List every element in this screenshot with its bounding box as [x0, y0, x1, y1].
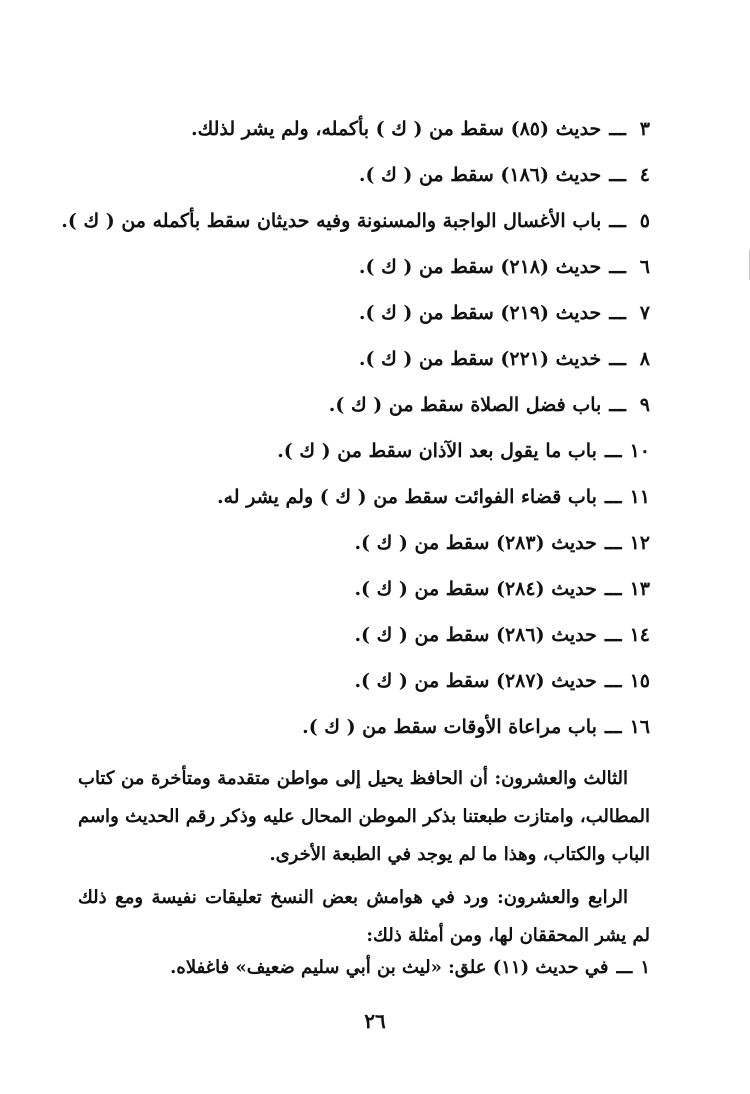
item-text: باب ما يقول بعد الآذان سقط من ( ك ).: [277, 440, 597, 462]
item-dash: ـــ: [609, 256, 626, 278]
paragraph-body: أن الحافظ يحيل إلى مواطن متقدمة ومتأخرة من كتاب المطالب، وامتازت طبعتنا بذكر الموطن المحال عليه وذكر رقم الحديث واسم الباب والكتاب، وهذا ما لم يوجد في الطبعة الأخرى.: [78, 768, 650, 865]
item-number: ١٤: [629, 624, 650, 646]
item-dash: ـــ: [616, 957, 633, 978]
item-text: حديث (٢٨٤) سقط من ( ك ).: [354, 578, 597, 600]
item-text: في حديث (١١) علق: «ليث بن أبي سليم ضعيف» فاغفلاه.: [170, 957, 609, 978]
item-number: ٩: [639, 394, 650, 416]
item-number: ١٠: [629, 440, 650, 462]
item-number: ٤: [639, 164, 650, 186]
item-number: ١: [640, 957, 650, 978]
item-text: حديث (٨٥) سقط من ( ك ) بأكمله، ولم يشر لذلك.: [190, 118, 602, 140]
item-text: حديث (٢٨٦) سقط من ( ك ).: [354, 624, 597, 646]
item-dash: ـــ: [609, 348, 626, 370]
paragraph-body: ورد في هوامش بعض النسخ تعليقات نفيسة ومع ذلك لم يشر المحققان لها، ومن أمثلة ذلك:: [78, 887, 650, 946]
item-dash: ـــ: [604, 670, 622, 692]
list-item: [90, 152, 650, 198]
list-item: [90, 382, 650, 428]
item-dash: ـــ: [604, 486, 622, 508]
example-item: [90, 948, 650, 988]
list-item: [90, 106, 650, 152]
item-number: ١٣: [629, 578, 650, 600]
item-dash: ـــ: [609, 210, 626, 232]
item-text: باب مراعاة الأوقات سقط من ( ك ).: [302, 716, 597, 738]
item-dash: ـــ: [604, 532, 622, 554]
item-dash: ـــ: [609, 394, 626, 416]
item-dash: ـــ: [604, 578, 622, 600]
list-item: [90, 336, 650, 382]
item-text: باب الأغسال الواجبة والمسنونة وفيه حديثان سقط بأكمله من ( ك ).: [61, 210, 602, 232]
list-item: [90, 520, 650, 566]
item-text: حديث (٢١٩) سقط من ( ك ).: [358, 302, 602, 324]
item-number: ١١: [629, 486, 650, 508]
list-item: [90, 658, 650, 704]
paragraph-heading: الرابع والعشرون:: [497, 887, 628, 908]
item-dash: ـــ: [604, 440, 622, 462]
item-text: باب فضل الصلاة سقط من ( ك ).: [328, 394, 602, 416]
page-number: ٢٦: [364, 1009, 386, 1033]
omissions-list: [61, 106, 650, 750]
item-dash: ـــ: [609, 302, 626, 324]
list-item: [90, 474, 650, 520]
list-item: [90, 244, 650, 290]
item-number: ١٦: [629, 716, 650, 738]
item-dash: ـــ: [609, 164, 626, 186]
list-item: [90, 612, 650, 658]
item-dash: ـــ: [604, 624, 622, 646]
item-number: ٦: [639, 256, 650, 278]
item-number: ٧: [639, 302, 650, 324]
list-item: [90, 428, 650, 474]
list-item: [90, 290, 650, 336]
item-number: ١٥: [629, 670, 650, 692]
item-text: حديث (١٨٦) سقط من ( ك ).: [358, 164, 602, 186]
item-dash: ـــ: [609, 118, 626, 140]
paragraph-twenty-fourth: [78, 879, 650, 955]
list-item: [61, 198, 650, 244]
item-number: ٥: [639, 210, 650, 232]
paragraph-heading: الثالث والعشرون:: [494, 768, 628, 789]
list-item: [90, 566, 650, 612]
item-number: ٣: [639, 118, 650, 140]
paragraph-twenty-third: [78, 760, 650, 874]
item-text: خديث (٢٢١) سقط من ( ك ).: [358, 348, 602, 370]
item-number: ٨: [639, 348, 650, 370]
item-dash: ـــ: [604, 716, 622, 738]
item-text: حديث (٢١٨) سقط من ( ك ).: [358, 256, 602, 278]
item-text: باب قضاء الفوائت سقط من ( ك ) ولم يشر له.: [216, 486, 597, 508]
list-item: [90, 704, 650, 750]
item-text: حديث (٢٨٧) سقط من ( ك ).: [354, 670, 597, 692]
item-number: ١٢: [629, 532, 650, 554]
item-text: حديث (٢٨٣) سقط من ( ك ).: [354, 532, 597, 554]
